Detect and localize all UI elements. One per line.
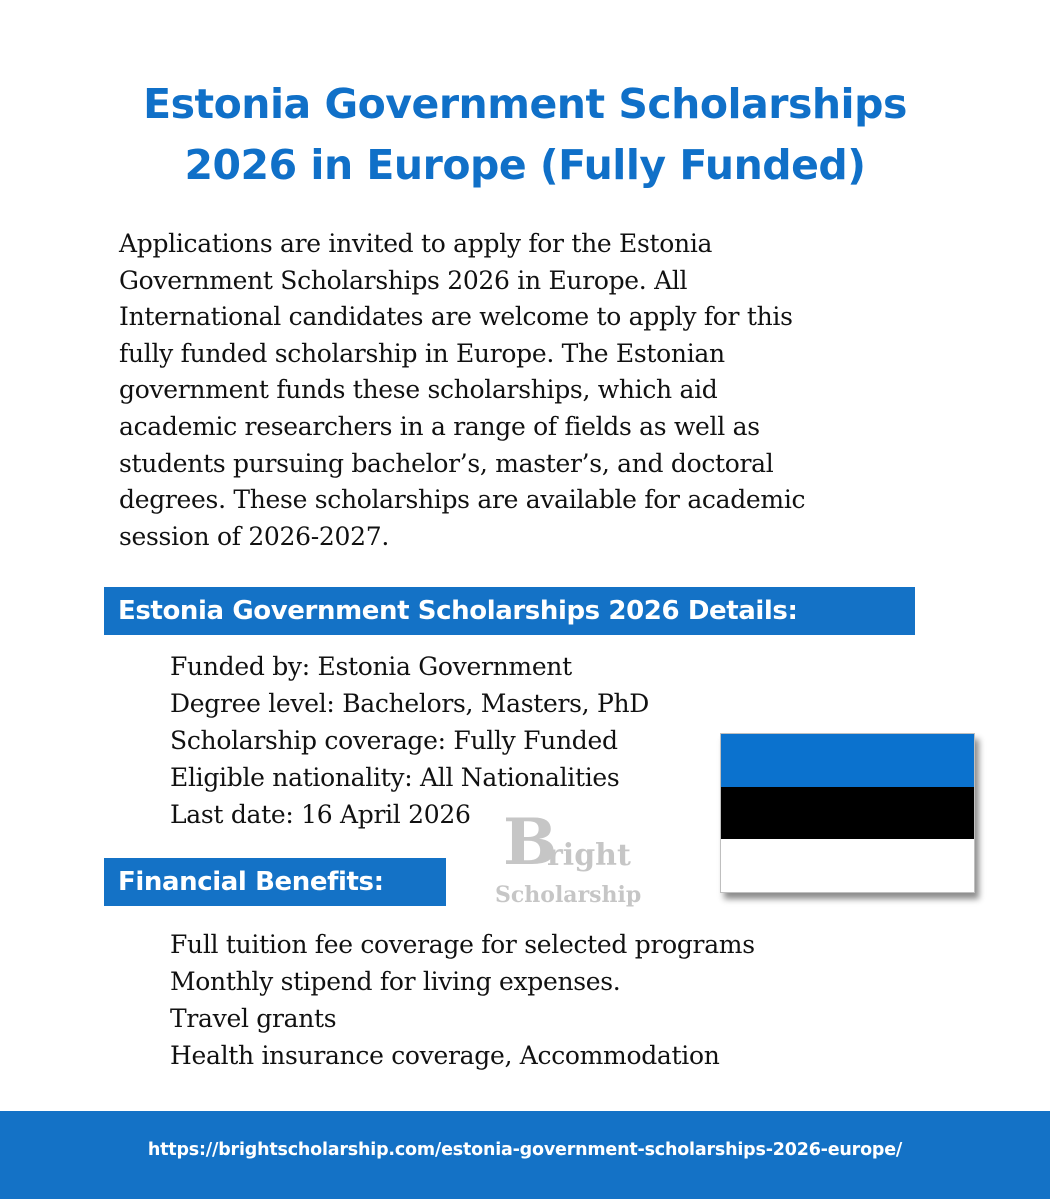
intro-line: session of 2026-2027. [119, 521, 389, 551]
bright-scholarship-watermark [495, 805, 675, 918]
benefits-item-insurance: Health insurance coverage, Accommodation [170, 1041, 720, 1070]
benefits-list [170, 926, 755, 1074]
intro-line: fully funded scholarship in Europe. The Estonian [119, 338, 725, 368]
page-title [0, 74, 1050, 196]
watermark-subtitle: Scholarship [495, 882, 642, 908]
estonia-flag-icon [720, 733, 975, 893]
flag-stripe-white [721, 839, 974, 892]
details-item-last-date: Last date: 16 April 2026 [170, 800, 471, 829]
details-heading: Estonia Government Scholarships 2026 Details: [104, 587, 915, 635]
page-title-line: Estonia Government Scholarships [143, 80, 907, 128]
flag-stripe-blue [721, 734, 974, 787]
footer-url-link[interactable]: https://brightscholarship.com/estonia-government-scholarships-2026-europe/ [147, 1140, 903, 1160]
intro-paragraph [119, 226, 919, 555]
watermark-initial: B [503, 805, 558, 880]
intro-line: government funds these scholarships, which aid [119, 375, 718, 405]
flag-stripe-black [721, 787, 974, 840]
intro-line: International candidates are welcome to apply for this [119, 302, 793, 332]
page-title-line: 2026 in Europe (Fully Funded) [184, 141, 866, 189]
benefits-item-tuition: Full tuition fee coverage for selected programs [170, 930, 755, 959]
benefits-item-stipend: Monthly stipend for living expenses. [170, 967, 621, 996]
details-item-funded-by: Funded by: Estonia Government [170, 652, 572, 681]
intro-line: Applications are invited to apply for the Estonia [119, 229, 713, 258]
watermark-word: right [547, 838, 631, 873]
details-list [170, 648, 649, 833]
details-item-coverage: Scholarship coverage: Fully Funded [170, 726, 618, 755]
benefits-heading: Financial Benefits: [104, 858, 446, 906]
footer-bar [0, 1111, 1050, 1199]
details-item-degree-level: Degree level: Bachelors, Masters, PhD [170, 689, 650, 718]
intro-line: students pursuing bachelor’s, master’s, and doctoral [119, 448, 774, 478]
intro-line: academic researchers in a range of fields as well as [119, 411, 760, 441]
intro-line: Government Scholarships 2026 in Europe. All [119, 265, 688, 295]
benefits-item-travel: Travel grants [170, 1004, 337, 1033]
details-item-nationality: Eligible nationality: All Nationalities [170, 763, 620, 792]
intro-line: degrees. These scholarships are available for academic [119, 485, 806, 515]
